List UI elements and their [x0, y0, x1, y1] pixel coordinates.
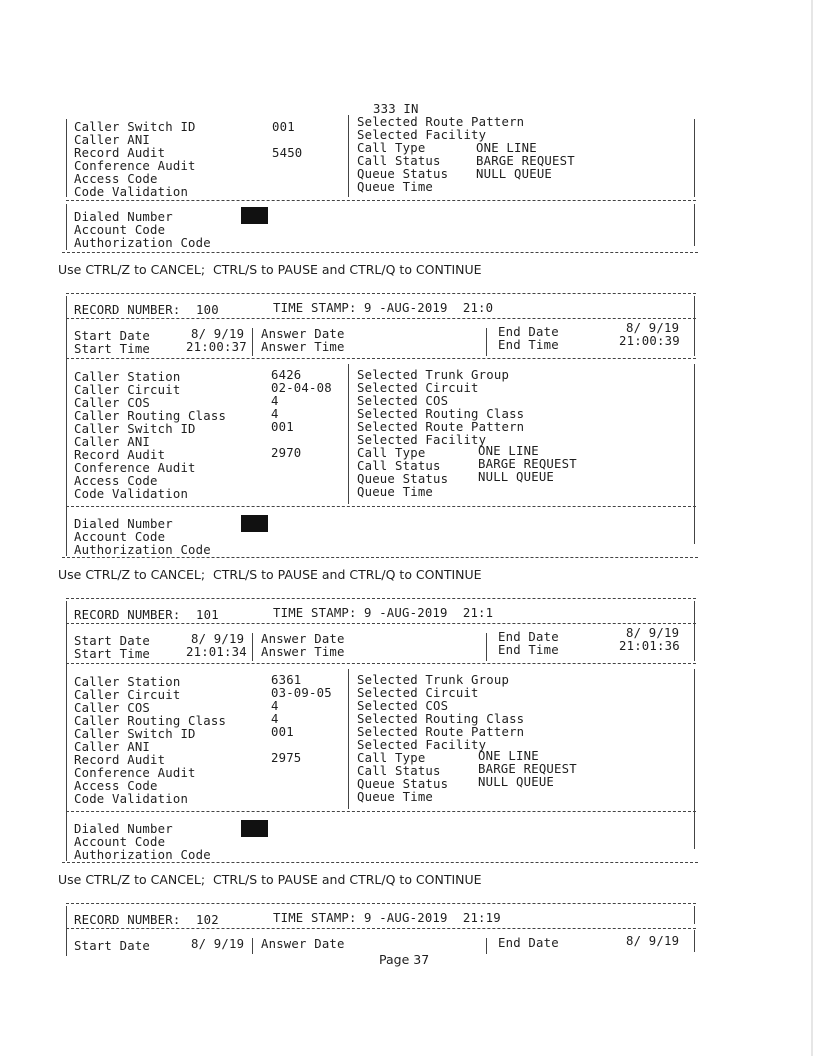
caller-value: 03-09-05: [271, 686, 332, 700]
caller-value: 001: [272, 120, 295, 134]
caller-field: Access Code: [74, 172, 158, 186]
caller-value: 4: [271, 699, 279, 713]
caller-field: Caller Circuit: [74, 688, 181, 702]
selected-field: Selected Routing Class: [357, 407, 525, 421]
start-date-label: Start Date: [74, 329, 151, 343]
end-date-label: End Date: [498, 630, 559, 644]
selected-value: ONE LINE: [476, 141, 537, 155]
caller-field: Access Code: [74, 779, 158, 793]
selected-field: Selected COS: [357, 394, 449, 408]
redaction-box: [241, 515, 268, 532]
dialed-field: Dialed Number: [74, 517, 173, 531]
redaction-box: [241, 207, 268, 224]
caller-value: 4: [271, 407, 279, 421]
ctrl-message: Use CTRL/Z to CANCEL; CTRL/S to PAUSE and CTRL/Q to CONTINUE: [58, 567, 482, 582]
caller-value: 02-04-08: [271, 381, 332, 395]
selected-field: Selected COS: [357, 699, 449, 713]
end-date-label: End Date: [498, 325, 559, 339]
page-number: Page 37: [379, 952, 430, 967]
dialed-field: Dialed Number: [74, 210, 173, 224]
selected-field: Selected Route Pattern: [357, 420, 525, 434]
caller-field: Record Audit: [74, 146, 166, 160]
answer-date-label: Answer Date: [261, 937, 345, 951]
record-number: 100: [196, 303, 219, 317]
caller-value: 6361: [271, 673, 302, 687]
caller-field: Caller Routing Class: [74, 714, 227, 728]
selected-field: Selected Route Pattern: [357, 725, 525, 739]
caller-value: 001: [271, 420, 294, 434]
start-date: 8/ 9/19: [191, 632, 245, 646]
selected-value: NULL QUEUE: [476, 167, 553, 181]
time-stamp-label: TIME STAMP:: [273, 606, 357, 620]
dialed-field: Account Code: [74, 223, 166, 237]
ctrl-message: Use CTRL/Z to CANCEL; CTRL/S to PAUSE and CTRL/Q to CONTINUE: [58, 872, 482, 887]
dialed-field: Authorization Code: [74, 848, 211, 862]
selected-field: Queue Time: [357, 180, 434, 194]
selected-field: Call Status: [357, 459, 441, 473]
caller-value: 6426: [271, 368, 302, 382]
record-number: 101: [196, 608, 219, 622]
start-date: 8/ 9/19: [191, 327, 245, 341]
selected-field: Queue Status: [357, 472, 449, 486]
selected-field: Selected Facility: [357, 128, 487, 142]
start-time: 21:00:37: [186, 340, 247, 354]
selected-field: Selected Routing Class: [357, 712, 525, 726]
end-date: 8/ 9/19: [626, 626, 680, 640]
selected-value: NULL QUEUE: [478, 470, 555, 484]
caller-field: Conference Audit: [74, 766, 196, 780]
redaction-box: [241, 820, 268, 837]
dialed-field: Account Code: [74, 835, 166, 849]
selected-field: Queue Time: [357, 485, 434, 499]
caller-field: Record Audit: [74, 753, 166, 767]
caller-field: Caller Circuit: [74, 383, 181, 397]
caller-field: Caller ANI: [74, 133, 151, 147]
start-time: 21:01:34: [186, 645, 247, 659]
selected-value: BARGE REQUEST: [476, 154, 575, 168]
selected-field: Call Status: [357, 764, 441, 778]
selected-field: Queue Time: [357, 790, 434, 804]
time-stamp-label: TIME STAMP:: [273, 301, 357, 315]
caller-value: 2975: [271, 751, 302, 765]
caller-value: 4: [271, 712, 279, 726]
answer-date-label: Answer Date: [261, 327, 345, 341]
caller-field: Record Audit: [74, 448, 166, 462]
caller-value: 001: [271, 725, 294, 739]
selected-field: Call Type: [357, 446, 426, 460]
start-date: 8/ 9/19: [191, 937, 245, 951]
dialed-field: Dialed Number: [74, 822, 173, 836]
time-stamp: 9 -AUG-2019 21:0: [364, 301, 494, 315]
selected-field: Selected Circuit: [357, 381, 479, 395]
dialed-field: Authorization Code: [74, 236, 211, 250]
record-number-label: RECORD NUMBER:: [74, 608, 181, 622]
answer-date-label: Answer Date: [261, 632, 345, 646]
start-date-label: Start Date: [74, 939, 151, 953]
route-value: 333 IN: [373, 102, 419, 116]
caller-field: Conference Audit: [74, 159, 196, 173]
time-stamp-label: TIME STAMP:: [273, 911, 357, 925]
selected-value: BARGE REQUEST: [478, 762, 577, 776]
selected-field: Selected Circuit: [357, 686, 479, 700]
selected-field: Call Type: [357, 141, 426, 155]
caller-field: Caller Station: [74, 370, 181, 384]
caller-value: 2970: [271, 446, 302, 460]
time-stamp: 9 -AUG-2019 21:1: [364, 606, 494, 620]
dialed-field: Account Code: [74, 530, 166, 544]
start-time-label: Start Time: [74, 342, 151, 356]
selected-field: Selected Route Pattern: [357, 115, 525, 129]
caller-field: Access Code: [74, 474, 158, 488]
selected-field: Queue Status: [357, 167, 449, 181]
selected-field: Call Status: [357, 154, 441, 168]
end-date: 8/ 9/19: [626, 934, 680, 948]
caller-field: Caller Switch ID: [74, 727, 196, 741]
caller-field: Caller ANI: [74, 435, 151, 449]
caller-field: Caller ANI: [74, 740, 151, 754]
selected-value: NULL QUEUE: [478, 775, 555, 789]
answer-time-label: Answer Time: [261, 645, 345, 659]
end-date-label: End Date: [498, 936, 559, 950]
start-time-label: Start Time: [74, 647, 151, 661]
caller-field: Code Validation: [74, 792, 189, 806]
record-number-label: RECORD NUMBER:: [74, 913, 181, 927]
record-number: 102: [196, 913, 219, 927]
caller-value: 4: [271, 394, 279, 408]
caller-field: Caller COS: [74, 701, 151, 715]
caller-field: Caller Switch ID: [74, 120, 196, 134]
end-time: 21:01:36: [619, 639, 680, 653]
selected-value: BARGE REQUEST: [478, 457, 577, 471]
caller-field: Code Validation: [74, 185, 189, 199]
selected-value: ONE LINE: [478, 444, 539, 458]
answer-time-label: Answer Time: [261, 340, 345, 354]
caller-field: Caller COS: [74, 396, 151, 410]
record-number-label: RECORD NUMBER:: [74, 303, 181, 317]
selected-field: Selected Trunk Group: [357, 673, 510, 687]
selected-field: Selected Facility: [357, 433, 487, 447]
caller-field: Conference Audit: [74, 461, 196, 475]
time-stamp: 9 -AUG-2019 21:19: [364, 911, 501, 925]
selected-value: ONE LINE: [478, 749, 539, 763]
end-time-label: End Time: [498, 643, 559, 657]
selected-field: Call Type: [357, 751, 426, 765]
selected-field: Selected Facility: [357, 738, 487, 752]
caller-field: Caller Station: [74, 675, 181, 689]
dialed-field: Authorization Code: [74, 543, 211, 557]
start-date-label: Start Date: [74, 634, 151, 648]
end-time-label: End Time: [498, 338, 559, 352]
selected-field: Queue Status: [357, 777, 449, 791]
end-time: 21:00:39: [619, 334, 680, 348]
caller-value: 5450: [272, 146, 303, 160]
caller-field: Code Validation: [74, 487, 189, 501]
ctrl-message: Use CTRL/Z to CANCEL; CTRL/S to PAUSE and CTRL/Q to CONTINUE: [58, 262, 482, 277]
end-date: 8/ 9/19: [626, 321, 680, 335]
caller-field: Caller Switch ID: [74, 422, 196, 436]
page-edge: [811, 0, 813, 1056]
caller-field: Caller Routing Class: [74, 409, 227, 423]
selected-field: Selected Trunk Group: [357, 368, 510, 382]
